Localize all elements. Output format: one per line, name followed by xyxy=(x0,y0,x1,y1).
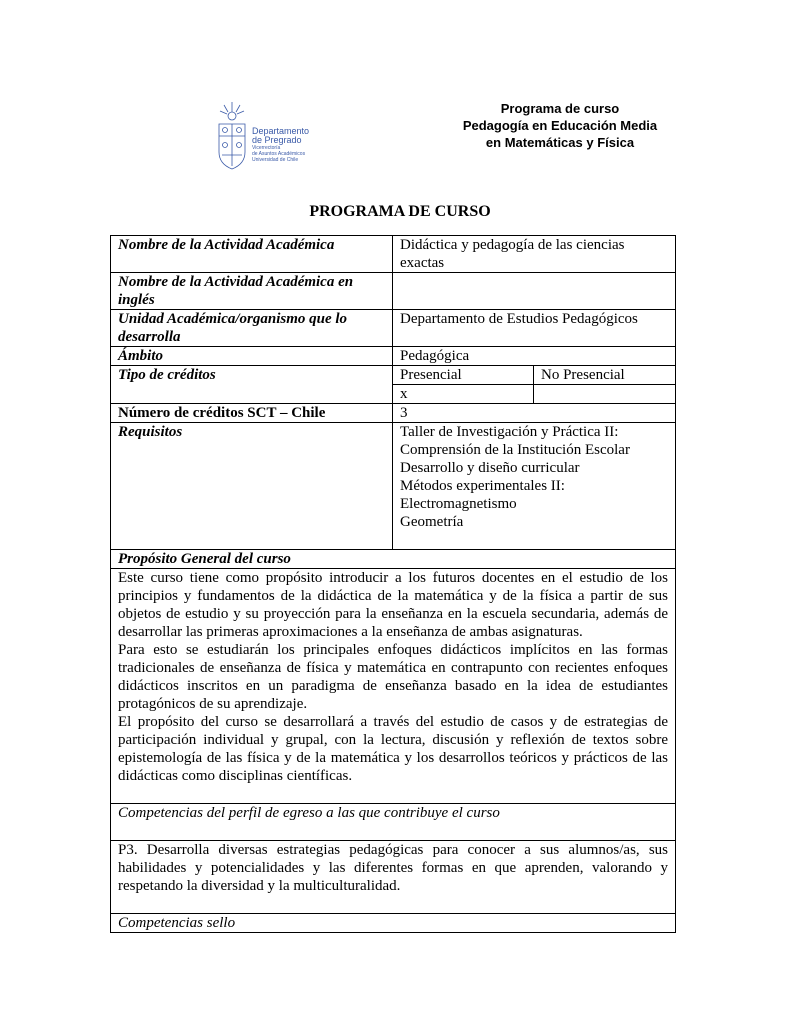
logo-subtitle-line: Universidad de Chile xyxy=(252,157,299,163)
logo-subtitle-line: Vicerrectoría xyxy=(252,145,281,151)
credit-type-no-presencial: No Presencial xyxy=(534,366,676,385)
credit-type-presencial: Presencial xyxy=(393,366,534,385)
label-line: Nombre de la Actividad Académica en xyxy=(118,274,354,290)
university-emblem-icon xyxy=(214,100,250,172)
table-row xyxy=(111,236,676,273)
page-title: PROGRAMA DE CURSO xyxy=(309,203,491,220)
list-item: Comprensión de la Institución Escolar xyxy=(400,442,630,458)
label-line: Unidad Académica/organismo que lo xyxy=(118,311,348,327)
list-item: Desarrollo y diseño curricular xyxy=(400,460,580,476)
field-label: Nombre de la Actividad Académica xyxy=(111,236,393,273)
logo-subtitle-line: de Asuntos Académicos xyxy=(252,151,306,157)
competency-text: P3. Desarrolla diversas estrategias pedagógicas para conocer a sus alumnos/as, sus habilidades y potencialidades y las diferentes formas en que aprenden, valorando y respetando la diversidad y la multiculturalidad. xyxy=(111,841,676,914)
table-row xyxy=(111,914,676,933)
table-row xyxy=(111,841,676,914)
header-line: en Matemáticas y Física xyxy=(485,135,635,150)
field-label: Requisitos xyxy=(111,423,393,550)
field-value: Pedagógica xyxy=(393,347,676,366)
paragraph: El propósito del curso se desarrollará a través del estudio de casos y de estrategias de participación individual y grupal, con la lectura, discusión y reflexión de textos sobre epistemología de las física y de la matemática y los desarrollos teóricos y prácticos de las didácticas como disciplinas científicas. xyxy=(118,714,669,784)
field-value: 3 xyxy=(393,404,676,423)
list-item: Taller de Investigación y Práctica II: xyxy=(400,424,619,440)
requisitos-list xyxy=(393,423,676,550)
table-row xyxy=(111,804,676,841)
table-row xyxy=(111,366,676,385)
table-row xyxy=(111,273,676,310)
table-row xyxy=(111,347,676,366)
label-line: inglés xyxy=(118,292,155,308)
field-value xyxy=(393,273,676,310)
value-line: exactas xyxy=(400,255,445,271)
field-value: Departamento de Estudios Pedagógicos xyxy=(393,310,676,347)
credit-mark-presencial: x xyxy=(393,385,534,404)
section-heading: Competencias sello xyxy=(111,914,676,933)
field-label: Ámbito xyxy=(111,347,393,366)
document-header xyxy=(440,100,680,151)
department-logo xyxy=(214,100,334,172)
logo-title-line: de Pregrado xyxy=(252,135,302,145)
paragraph: Para esto se estudiarán los principales enfoques didácticos implícitos en las formas tradicionales de enseñanza de física y matemática en contrapunto con recientes enfoques didácticos inscritos en un paradigma de enseñanza basado en la idea de estudiantes protagónicos de su aprendizaje. xyxy=(118,642,669,712)
value-line: Didáctica y pedagogía de las ciencias xyxy=(400,237,625,253)
list-item: Geometría xyxy=(400,514,464,530)
section-heading: Propósito General del curso xyxy=(111,550,676,569)
field-label: Tipo de créditos xyxy=(111,366,393,404)
purpose-text xyxy=(111,569,676,804)
list-item: Métodos experimentales II: xyxy=(400,478,565,494)
list-item: Electromagnetismo xyxy=(400,496,517,512)
table-row xyxy=(111,310,676,347)
field-value xyxy=(393,236,676,273)
header-line: Programa de curso xyxy=(500,101,620,116)
course-program-table xyxy=(110,235,676,933)
field-label xyxy=(111,310,393,347)
table-row xyxy=(111,423,676,550)
header-line: Pedagogía en Educación Media xyxy=(462,118,658,133)
field-label xyxy=(111,273,393,310)
table-row xyxy=(111,404,676,423)
label-line: desarrolla xyxy=(118,329,181,345)
paragraph: Este curso tiene como propósito introducir a los futuros docentes en el estudio de los principios y fundamentos de la didáctica de la matemática y de la física a partir de sus objetos de estudio y su proyección para la enseñanza en la escuela secundaria, además de desarrollar las primeras aproximaciones a la enseñanza de ambas asignaturas. xyxy=(118,570,669,640)
credit-mark-no-presencial xyxy=(534,385,676,404)
table-row xyxy=(111,569,676,804)
logo-title-line: Departamento xyxy=(252,126,310,136)
section-heading: Competencias del perfil de egreso a las que contribuye el curso xyxy=(111,804,676,841)
table-row xyxy=(111,550,676,569)
field-label: Número de créditos SCT – Chile xyxy=(111,404,393,423)
